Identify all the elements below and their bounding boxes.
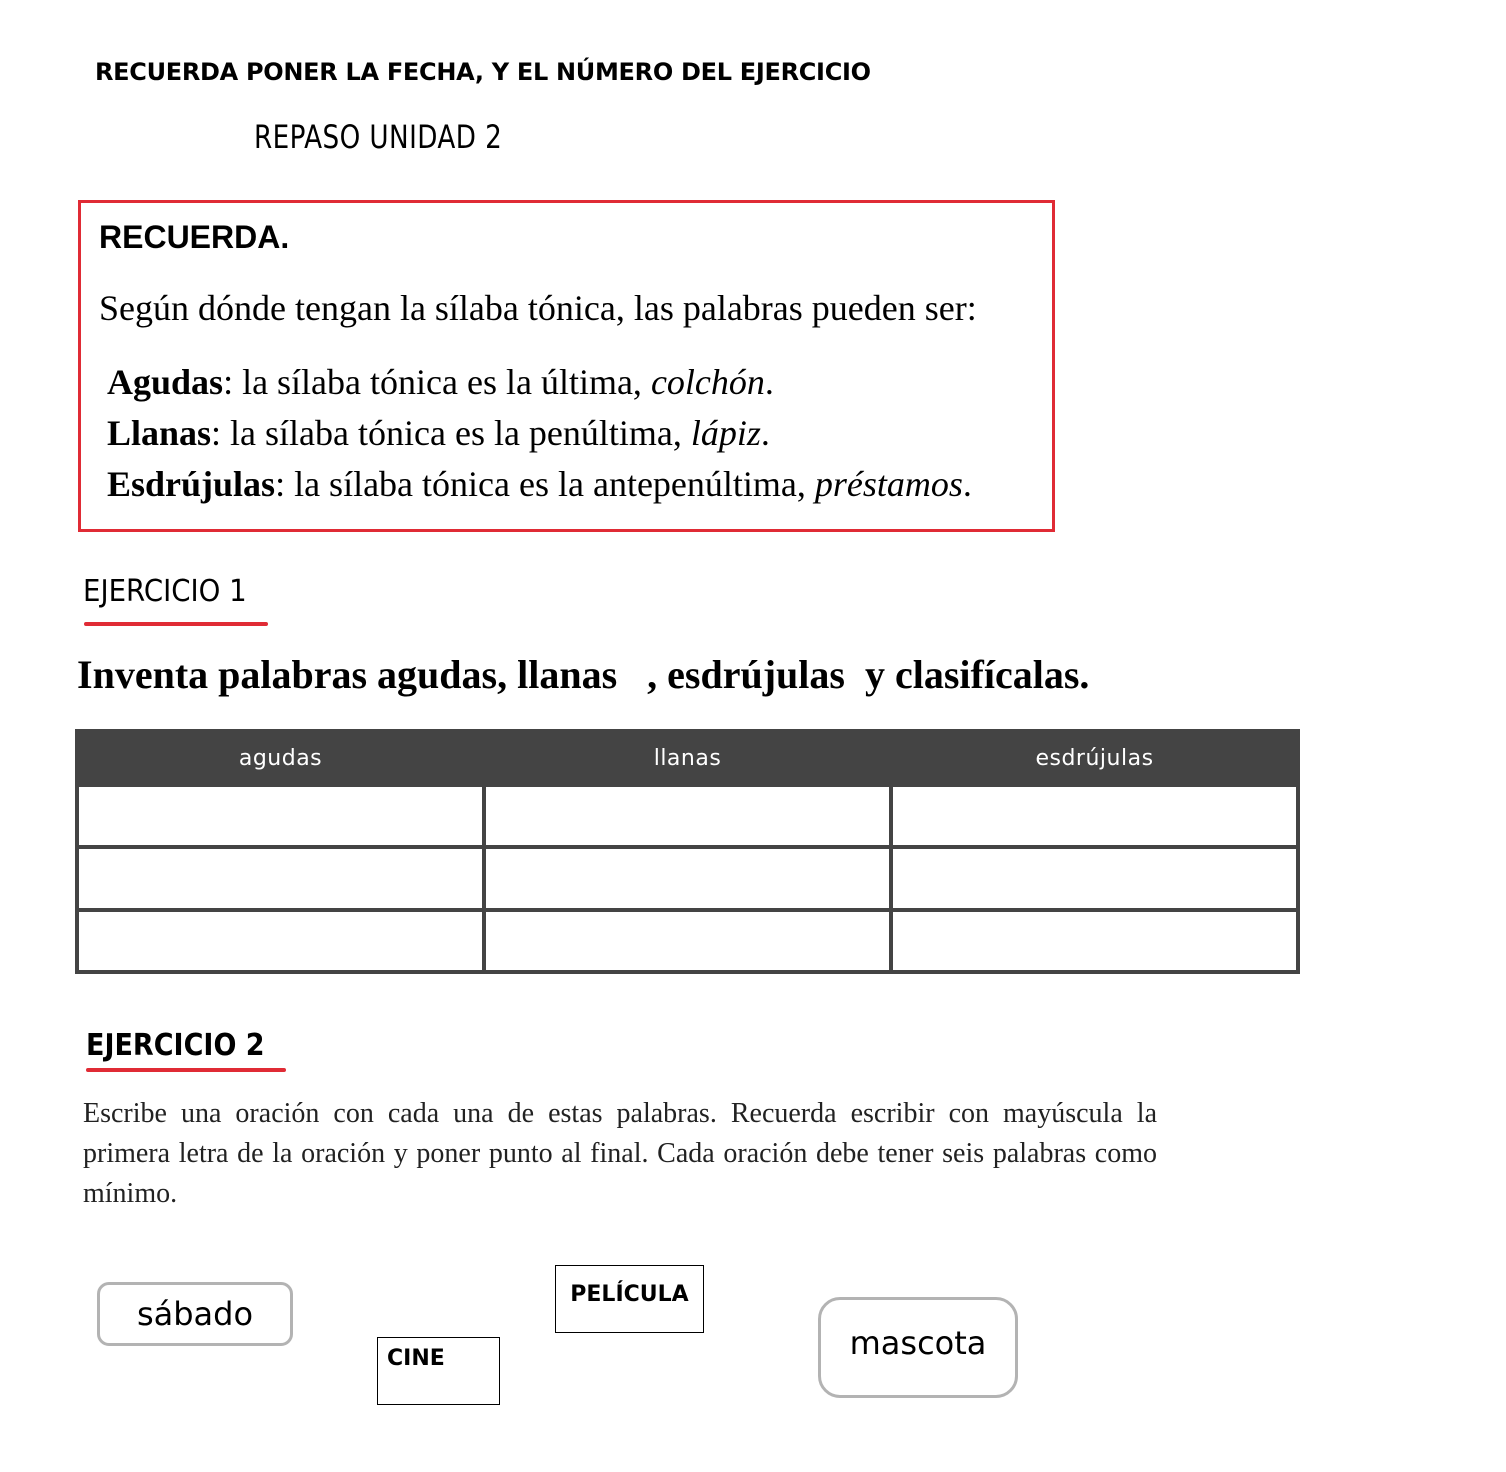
column-header-agudas: agudas <box>77 731 484 785</box>
answer-cell[interactable] <box>891 785 1298 847</box>
exercise2-instruction: Escribe una oración con cada una de estas palabras. Recuerda escribir con mayúscula la primera letra de la oración y poner punto al final. Cada oración debe tener seis palabras como mínimo. <box>83 1098 1157 1209</box>
word-card-cine: CINE <box>377 1337 500 1405</box>
rule-term: Llanas <box>107 413 212 453</box>
rule-llanas <box>107 412 770 454</box>
review-title: REPASO UNIDAD 2 <box>254 118 503 156</box>
column-header-llanas: llanas <box>484 731 891 785</box>
rule-term: Agudas <box>107 362 224 402</box>
rule-text: : la sílaba tónica es la penúltima, <box>211 413 691 453</box>
rule-end: . <box>962 464 972 504</box>
rule-text: : la sílaba tónica es la antepenúltima, <box>275 464 815 504</box>
recuerda-title: RECUERDA. <box>99 219 290 255</box>
exercise2-heading: EJERCICIO 2 <box>86 1028 265 1063</box>
table-row <box>77 910 1298 972</box>
table-row <box>77 847 1298 909</box>
answer-cell[interactable] <box>891 910 1298 972</box>
rule-end: . <box>764 362 774 402</box>
table-header-row <box>77 731 1298 785</box>
word-card-pelicula: PELÍCULA <box>555 1265 704 1333</box>
column-header-esdrujulas: esdrújulas <box>891 731 1298 785</box>
answer-cell[interactable] <box>891 847 1298 909</box>
answer-cell[interactable] <box>77 785 484 847</box>
answer-cell[interactable] <box>77 847 484 909</box>
answer-cell[interactable] <box>484 847 891 909</box>
rule-esdrujulas <box>107 463 972 505</box>
exercise1-heading: EJERCICIO 1 <box>83 574 247 609</box>
table-row <box>77 785 1298 847</box>
word-card-mascota: mascota <box>818 1297 1018 1398</box>
answer-cell[interactable] <box>484 910 891 972</box>
rule-example: préstamos <box>814 464 963 504</box>
recuerda-box <box>78 200 1055 532</box>
word-card-sabado: sábado <box>97 1282 293 1346</box>
rule-example: lápiz <box>690 413 761 453</box>
date-reminder: RECUERDA PONER LA FECHA, Y EL NÚMERO DEL EJERCICIO <box>95 58 871 86</box>
rule-text: : la sílaba tónica es la última, <box>223 362 651 402</box>
rule-example: colchón <box>650 362 765 402</box>
answer-cell[interactable] <box>77 910 484 972</box>
exercise1-instruction: Inventa palabras agudas, llanas , esdrújulas y clasifícalas. <box>77 652 1090 697</box>
classification-table <box>75 729 1300 974</box>
rule-end: . <box>760 413 770 453</box>
exercise2-underline <box>86 1068 286 1072</box>
rule-agudas <box>107 361 774 403</box>
answer-cell[interactable] <box>484 785 891 847</box>
recuerda-intro: Según dónde tengan la sílaba tónica, las palabras pueden ser: <box>99 288 977 328</box>
rule-term: Esdrújulas <box>107 464 276 504</box>
exercise1-underline <box>84 622 268 626</box>
